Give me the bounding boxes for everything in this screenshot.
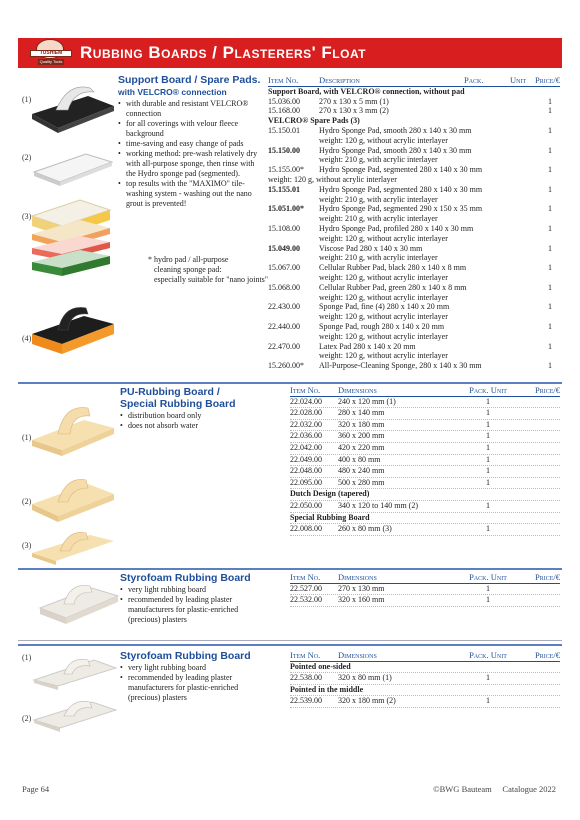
item-description: Cellular Rubber Pad, green 280 x 140 x 8 mm xyxy=(319,282,467,292)
pack-unit: 1 xyxy=(486,500,490,510)
item-number: 15.067.00 xyxy=(268,263,300,273)
feature-list xyxy=(120,663,270,703)
item-description: 270 x 130 x 5 mm (1) xyxy=(319,96,389,106)
pack-unit: 1 xyxy=(548,184,552,194)
feature-item: • recommended by leading plaster manufacturers for plastic-enriched (precious) plasters xyxy=(120,673,270,703)
pack-unit: 1 xyxy=(486,583,490,593)
page-header xyxy=(18,38,562,68)
item-description: Latex Pad 280 x 140 x 20 mm xyxy=(319,341,416,351)
pu-board-table xyxy=(290,385,560,536)
styrofoam-pointed-table xyxy=(290,650,560,708)
item-dimensions: 340 x 120 to 140 mm (2) xyxy=(338,500,418,510)
pointed-board-image-2 xyxy=(30,690,120,740)
item-number: 22.095.00 xyxy=(290,477,322,487)
item-weight: weight: 120 g, without acrylic interlayer xyxy=(319,272,448,282)
image-label: (2) xyxy=(22,153,32,162)
pack-unit: 1 xyxy=(486,477,490,487)
spare-pads-image xyxy=(26,190,116,290)
feature-list xyxy=(118,99,264,209)
item-dimensions: 360 x 200 mm xyxy=(338,431,385,441)
table-row xyxy=(268,97,560,107)
table-row xyxy=(268,204,560,214)
section-divider xyxy=(18,568,562,570)
pack-unit: 1 xyxy=(548,204,552,214)
pu-board-image-1 xyxy=(28,390,118,470)
item-description: Hydro Sponge Pad, segmented 280 x 140 x 30 mm xyxy=(319,184,483,194)
sponge-pad-float-image xyxy=(28,290,118,360)
item-number: 22.028.00 xyxy=(290,408,322,418)
pack-unit: 1 xyxy=(548,243,552,253)
item-weight: weight: 210 g, with acrylic interlayer xyxy=(319,194,438,204)
pack-unit: 1 xyxy=(486,524,490,534)
table-row xyxy=(268,361,560,371)
table-row xyxy=(268,165,560,175)
table-row xyxy=(268,244,560,254)
section-title-support-board: Support Board / Spare Pads. with VELCRO® connection xyxy=(118,74,261,97)
item-number: 22.470.00 xyxy=(268,341,300,351)
item-weight: weight: 210 g, with acrylic interlayer xyxy=(319,253,438,263)
item-dimensions: 320 x 160 mm xyxy=(338,595,385,605)
pack-unit: 1 xyxy=(548,321,552,331)
image-label: (2) xyxy=(22,497,32,506)
table-row xyxy=(290,397,560,409)
pack-unit: 1 xyxy=(486,431,490,441)
pack-unit: 1 xyxy=(548,145,552,155)
section-divider xyxy=(18,640,562,641)
section-divider xyxy=(18,382,562,384)
table-group-row: Pointed in the middle xyxy=(290,685,560,697)
item-number: 15.168.00 xyxy=(268,106,300,116)
item-description: Cellular Rubber Pad, black 280 x 140 x 8 mm xyxy=(319,263,467,273)
table-row xyxy=(290,431,560,443)
feature-item: • working method: pre-wash relatively dry with all-purpose sponge, then rinse with the Hydro sponge pad (segmented). xyxy=(118,149,264,179)
item-number: 15.051.00* xyxy=(268,204,304,214)
item-dimensions: 260 x 80 mm (3) xyxy=(338,524,392,534)
item-dimensions: 240 x 120 mm (1) xyxy=(338,396,396,406)
pack-unit: 1 xyxy=(486,595,490,605)
feature-list xyxy=(120,585,270,625)
table-row xyxy=(268,302,560,312)
special-board-image xyxy=(28,525,118,570)
item-number: 22.527.00 xyxy=(290,583,322,593)
item-number: 15.068.00 xyxy=(268,282,300,292)
table-header: Item No. Dimensions Pack. Unit Price/€ xyxy=(290,650,560,660)
item-weight: weight: 210 g, with acrylic interlayer xyxy=(319,214,438,224)
pack-unit: 1 xyxy=(548,96,552,106)
table-row xyxy=(290,443,560,455)
pack-unit: 1 xyxy=(486,396,490,406)
support-board-image-2 xyxy=(30,142,114,192)
item-number: 15.150.00 xyxy=(268,145,300,155)
table-row xyxy=(290,420,560,432)
table-header: Item No. Dimensions Pack. Unit Price/€ xyxy=(290,572,560,582)
item-weight: weight: 120 g, without acrylic interlayer xyxy=(268,174,397,184)
item-number: 22.532.00 xyxy=(290,595,322,605)
item-weight: weight: 210 g, with acrylic interlayer xyxy=(319,155,438,165)
image-label: (3) xyxy=(22,541,32,550)
pack-unit: 1 xyxy=(548,165,552,175)
styrofoam-board-table xyxy=(290,572,560,607)
table-row xyxy=(268,322,560,332)
item-dimensions: 400 x 80 mm xyxy=(338,454,381,464)
pack-unit: 1 xyxy=(548,361,552,371)
item-description: Sponge Pad, fine (4) 280 x 140 x 20 mm xyxy=(319,302,450,312)
table-row xyxy=(290,466,560,478)
pack-unit: 1 xyxy=(486,696,490,706)
feature-item: • top results with the "MAXIMO" tile-washing system - washing out the nano grout is prevented! xyxy=(118,179,264,209)
footer-copyright: ©BWG Bauteam Catalogue 2022 xyxy=(433,784,556,794)
table-group-row: Pointed one-sided xyxy=(290,662,560,674)
image-label: (4) xyxy=(22,334,32,343)
table-row xyxy=(290,501,560,513)
item-description: Hydro Sponge Pad, smooth 280 x 140 x 30 mm xyxy=(319,125,472,135)
feature-item: • time-saving and easy change of pads xyxy=(118,139,264,149)
table-row xyxy=(268,342,560,352)
support-board-image-1 xyxy=(28,76,116,140)
item-description: Hydro Sponge Pad, segmented 280 x 140 x 30 mm xyxy=(319,165,483,175)
pack-unit: 1 xyxy=(486,408,490,418)
table-row xyxy=(290,524,560,536)
image-label: (1) xyxy=(22,653,32,662)
item-dimensions: 320 x 180 mm xyxy=(338,419,385,429)
image-label: (2) xyxy=(22,714,32,723)
section-divider xyxy=(18,644,562,646)
item-number: 22.036.00 xyxy=(290,431,322,441)
table-row xyxy=(290,673,560,685)
item-number: 15.260.00* xyxy=(268,361,304,371)
item-description: Hydro Sponge Pad, profiled 280 x 140 x 30 mm xyxy=(319,223,474,233)
feature-item: • for all coverings with velour fleece background xyxy=(118,119,264,139)
pack-unit: 1 xyxy=(486,466,490,476)
item-number: 22.008.00 xyxy=(290,524,322,534)
feature-item: • very light rubbing board xyxy=(120,663,270,673)
table-group-row: Special Rubbing Board xyxy=(290,513,560,525)
item-number: 22.048.00 xyxy=(290,466,322,476)
item-dimensions: 320 x 180 mm (2) xyxy=(338,696,396,706)
feature-item: • recommended by leading plaster manufacturers for plastic-enriched (precious) plasters xyxy=(120,595,270,625)
feature-item: • with durable and resistant VELCRO® connection xyxy=(118,99,264,119)
pack-unit: 1 xyxy=(548,106,552,116)
item-dimensions: 420 x 220 mm xyxy=(338,442,385,452)
table-row xyxy=(268,263,560,273)
table-header: Item No. Dimensions Pack. Unit Price/€ xyxy=(290,385,560,395)
item-dimensions: 280 x 140 mm xyxy=(338,408,385,418)
table-group-row: Support Board, with VELCRO® connection, without pad xyxy=(268,86,465,96)
item-number: 15.049.00 xyxy=(268,243,300,253)
item-description: Hydro Sponge Pad, smooth 280 x 140 x 30 mm xyxy=(319,145,472,155)
pack-unit: 1 xyxy=(548,282,552,292)
table-row xyxy=(268,126,560,136)
item-number: 15.150.01 xyxy=(268,125,300,135)
item-number: 22.539.00 xyxy=(290,696,322,706)
pack-unit: 1 xyxy=(486,442,490,452)
support-board-table xyxy=(268,76,560,371)
item-number: 15.155.00* xyxy=(268,165,304,175)
item-description: Viscose Pad 280 x 140 x 30 mm xyxy=(319,243,423,253)
table-header: Item No. Description Pack. Unit Price/€ xyxy=(268,75,560,85)
table-row xyxy=(268,185,560,195)
item-dimensions: 480 x 240 mm xyxy=(338,466,385,476)
item-dimensions: 500 x 280 mm xyxy=(338,477,385,487)
pack-unit: 1 xyxy=(486,673,490,683)
table-row xyxy=(268,283,560,293)
section-title-pu-board: PU-Rubbing Board / Special Rubbing Board xyxy=(120,386,236,410)
item-weight: weight: 120 g, without acrylic interlayer xyxy=(319,292,448,302)
pu-board-image-2 xyxy=(28,468,118,528)
styrofoam-board-image xyxy=(36,574,120,634)
item-number: 22.440.00 xyxy=(268,321,300,331)
item-description: All-Purpose-Cleaning Sponge, 280 x 140 x 30 mm xyxy=(319,361,482,371)
item-description: 270 x 130 x 3 mm (2) xyxy=(319,106,389,116)
table-row xyxy=(268,224,560,234)
table-row xyxy=(290,455,560,467)
item-dimensions: 320 x 80 mm (1) xyxy=(338,673,392,683)
pack-unit: 1 xyxy=(548,302,552,312)
item-number: 22.430.00 xyxy=(268,302,300,312)
item-description: Hydro Sponge Pad, segmented 290 x 150 x 35 mm xyxy=(319,204,483,214)
item-number: 22.049.00 xyxy=(290,454,322,464)
item-number: 22.050.00 xyxy=(290,500,322,510)
pack-unit: 1 xyxy=(548,341,552,351)
table-row xyxy=(290,584,560,596)
page-title: Rubbing Boards / Plasterers' Float xyxy=(80,43,367,62)
table-row xyxy=(268,146,560,156)
item-number: 15.108.00 xyxy=(268,223,300,233)
feature-item: • very light rubbing board xyxy=(120,585,270,595)
item-number: 15.155.01 xyxy=(268,184,300,194)
table-row xyxy=(290,478,560,490)
table-group-row: Dutch Design (tapered) xyxy=(290,489,560,501)
feature-item: • does not absorb water xyxy=(120,421,270,431)
item-number: 22.024.00 xyxy=(290,396,322,406)
item-weight: weight: 120 g, without acrylic interlayer xyxy=(319,331,448,341)
page-number: Page 64 xyxy=(22,784,50,794)
item-description: Sponge Pad, rough 280 x 140 x 20 mm xyxy=(319,321,445,331)
item-dimensions: 270 x 130 mm xyxy=(338,583,385,593)
section-title-styrofoam-pointed: Styrofoam Rubbing Board xyxy=(120,650,251,662)
table-row xyxy=(290,696,560,708)
item-number: 15.036.00 xyxy=(268,96,300,106)
pack-unit: 1 xyxy=(486,419,490,429)
item-number: 22.032.00 xyxy=(290,419,322,429)
pack-unit: 1 xyxy=(548,263,552,273)
item-number: 22.538.00 xyxy=(290,673,322,683)
pack-unit: 1 xyxy=(548,125,552,135)
item-weight: weight: 120 g, without acrylic interlayer xyxy=(319,351,448,361)
feature-item: • distribution board only xyxy=(120,411,270,421)
feature-list xyxy=(120,411,270,431)
pack-unit: 1 xyxy=(548,223,552,233)
item-weight: weight: 120 g, without acrylic interlayer xyxy=(319,233,448,243)
table-row xyxy=(290,595,560,607)
item-weight: weight: 120 g, without acrylic interlayer xyxy=(319,312,448,322)
footnote: * hydro pad / all-purpose cleaning sponge pad: especially suitable for "nano joints" xyxy=(148,255,269,284)
image-label: (1) xyxy=(22,433,32,442)
item-number: 22.042.00 xyxy=(290,442,322,452)
section-title-styrofoam: Styrofoam Rubbing Board xyxy=(120,572,251,584)
pack-unit: 1 xyxy=(486,454,490,464)
image-label: (1) xyxy=(22,95,32,104)
item-weight: weight: 120 g, without acrylic interlayer xyxy=(319,135,448,145)
brand-logo: TUSHIEM Quality Tools xyxy=(28,38,74,68)
table-row xyxy=(268,106,560,116)
table-row xyxy=(290,408,560,420)
image-label: (3) xyxy=(22,212,32,221)
table-group-row: VELCRO® Spare Pads (3) xyxy=(268,116,360,126)
